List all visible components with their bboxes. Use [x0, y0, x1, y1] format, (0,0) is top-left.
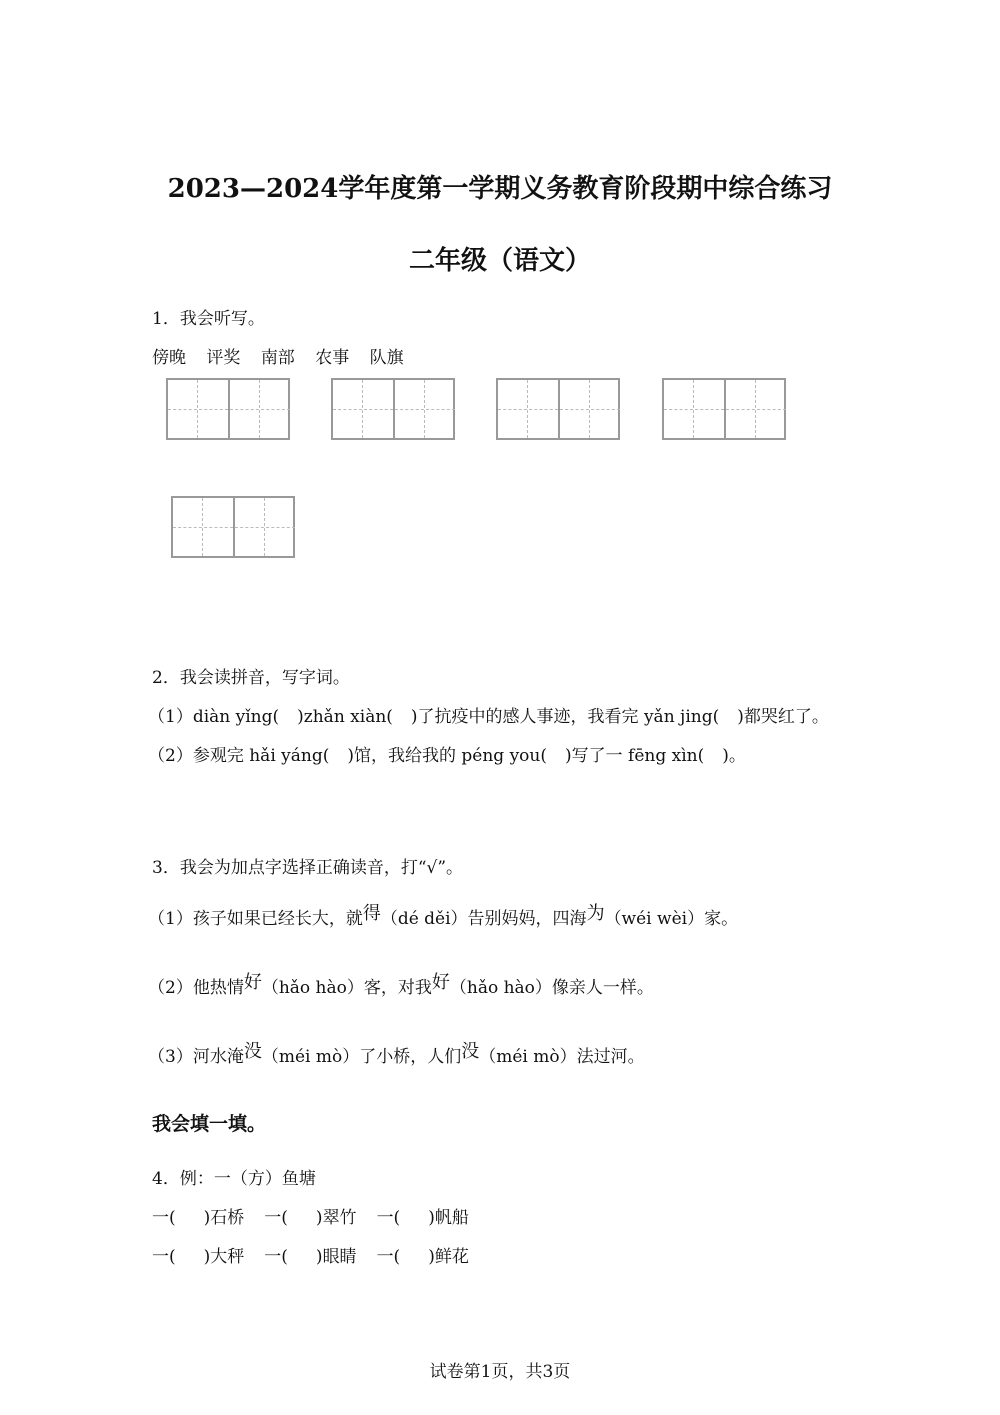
grid-cell[interactable] — [228, 380, 290, 438]
page-title: 2023—2024学年度第一学期义务教育阶段期中综合练习 — [167, 174, 833, 204]
writing-grid[interactable] — [662, 378, 786, 440]
pinyin-choice[interactable]: （méi mò）了小桥，人们 — [261, 1047, 462, 1067]
q1-word: 南部 — [260, 348, 295, 368]
q4-heading: 4．例：一（方）鱼塘 — [152, 1169, 316, 1189]
section-heading: 我会填一填。 — [152, 1113, 267, 1135]
q1-word-list — [152, 343, 419, 368]
pinyin-choice[interactable]: （méi mò）法过河。 — [479, 1047, 645, 1067]
grid-cell[interactable] — [558, 380, 620, 438]
writing-grid[interactable] — [496, 378, 620, 440]
grid-cell[interactable] — [333, 380, 393, 438]
q4-row-2: 一( )大秤 一( )眼睛 一( )鲜花 — [152, 1247, 469, 1267]
q2-item-1: （1）diàn yǐng( )zhǎn xiàn( )了抗疫中的感人事迹，我看完 yǎn jing( )都哭红了。 — [148, 707, 829, 727]
page-footer: 试卷第1页，共3页 — [429, 1362, 571, 1382]
grid-cell[interactable] — [498, 380, 558, 438]
grid-cell[interactable] — [173, 498, 233, 556]
dotted-char: 没 — [243, 1041, 262, 1062]
writing-grid[interactable] — [331, 378, 455, 440]
q1-word: 评奖 — [206, 348, 241, 368]
grid-cell[interactable] — [233, 498, 295, 556]
pinyin-choice[interactable]: （hǎo hào）像亲人一样。 — [449, 978, 654, 998]
writing-grid[interactable] — [171, 496, 295, 558]
q1-word: 农事 — [315, 348, 350, 368]
dotted-char: 没 — [461, 1041, 480, 1062]
dotted-char: 好 — [243, 972, 262, 993]
grid-cell[interactable] — [724, 380, 786, 438]
q3-item-1: （1）孩子如果已经长大，就得（dé děi）告别妈妈，四海为（wéi wèi）家。 — [148, 903, 739, 929]
writing-grid[interactable] — [166, 378, 290, 440]
pinyin-choice[interactable]: （wéi wèi）家。 — [604, 909, 739, 929]
page-subtitle: 二年级（语文） — [408, 246, 591, 276]
q1-word: 队旗 — [369, 348, 404, 368]
dotted-char: 为 — [586, 903, 605, 924]
q3-item-3: （3）河水淹没（méi mò）了小桥，人们没（méi mò）法过河。 — [148, 1041, 645, 1067]
pinyin-choice[interactable]: （hǎo hào）客，对我 — [261, 978, 432, 998]
dotted-char: 好 — [431, 972, 450, 993]
q3-heading: 3．我会为加点字选择正确读音，打“√”。 — [152, 858, 464, 878]
grid-cell[interactable] — [393, 380, 455, 438]
q1-heading: 1．我会听写。 — [152, 309, 265, 329]
q2-heading: 2．我会读拼音，写字词。 — [152, 668, 350, 688]
pinyin-choice[interactable]: （dé děi）告别妈妈，四海 — [380, 909, 587, 929]
q2-item-2: （2）参观完 hǎi yáng( )馆，我给我的 péng you( )写了一 fēng xìn( )。 — [148, 746, 746, 766]
q4-row-1: 一( )石桥 一( )翠竹 一( )帆船 — [152, 1208, 469, 1228]
grid-cell[interactable] — [168, 380, 228, 438]
grid-cell[interactable] — [664, 380, 724, 438]
q1-word: 傍晚 — [152, 348, 186, 368]
q3-item-2: （2）他热情好（hǎo hào）客，对我好（hǎo hào）像亲人一样。 — [148, 972, 654, 998]
dotted-char: 得 — [362, 903, 381, 924]
